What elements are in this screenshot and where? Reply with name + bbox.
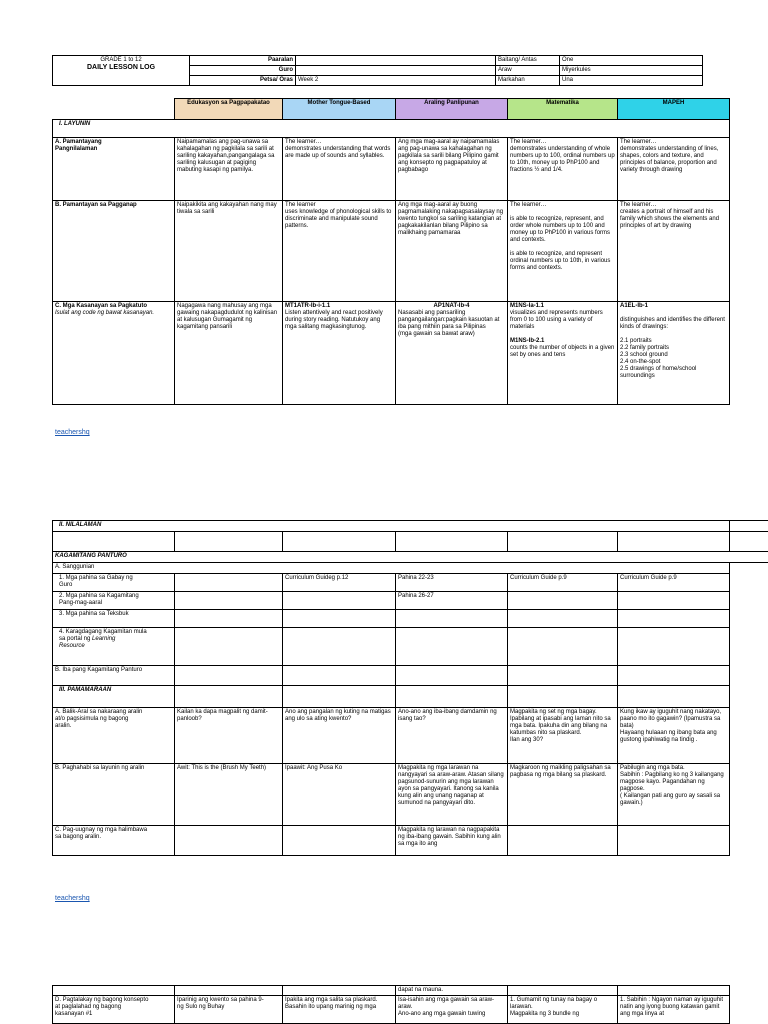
cell-pagtalakay-math: 1. Gumamit ng tunay na bagay o larawan. Magpakita ng 3 bundle ng xyxy=(508,996,618,1024)
cell-paghahabi-esp: Awit: This is the (Brush My Teeth) xyxy=(175,764,283,826)
cell-teksbuk-esp xyxy=(175,610,283,628)
cell-pagtalakay-mtb: Ipakita ang mga salita sa plaskard. Basahin ito upang marinig ng mga xyxy=(283,996,396,1024)
label-markahan: Markahan xyxy=(496,76,560,86)
row-label-pamantayan-sa-pagganap: B. Pamantayan sa Pagganap xyxy=(53,201,175,302)
cell-a-ap: Ang mga mag-aaral ay naipamamalas ang pag-unawa sa kahalagahan ng pagkilala sa sarili bilang Pilipino gamit ang konsepto ng pagpapatuloy at pagbabago xyxy=(396,138,508,201)
label-guro: Guro xyxy=(190,66,296,76)
cell-teksbuk-math xyxy=(508,610,618,628)
carry-over-text: dapat na mauna. xyxy=(396,986,508,996)
cell-teksbuk-ap xyxy=(396,610,508,628)
code-mapeh: A1EL-Ib-1 xyxy=(620,303,649,309)
code-math: M1NS-Ia-1.1 xyxy=(510,303,545,309)
cell-uugnay-esp xyxy=(175,826,283,856)
cell-paghahabi-math: Magkaroon ng maikling paligsahan sa pagbasa ng mga bilang sa plaskard. xyxy=(508,764,618,826)
cell-a-mapeh: The learner… demonstrates understanding of lines, shapes, colors and texture, and principles of balance, proportion and variety through drawing xyxy=(618,138,730,201)
cell-uugnay-ap: Magpakita ng larawan na nagpapakita ng iba-ibang gawain. Sabihin kung alin sa mga ito ang xyxy=(396,826,508,856)
cell-pmaaral-mapeh xyxy=(618,592,730,610)
cell-paghahabi-mtb: Ipaawit: Ang Pusa Ko xyxy=(283,764,396,826)
label-paaralan: Paaralan xyxy=(190,56,296,66)
row-label-portal: 4. Karagdagang Kagamitan mula sa portal ng xyxy=(59,629,147,642)
cell-b-mapeh: The learner… creates a portrait of himself and his family which shows the elements and principles of art by drawing xyxy=(618,201,730,302)
row-label-iba-pang-kagamitan: B. Iba pang Kagamitang Panturo xyxy=(53,666,175,686)
cell-gabay-mapeh: Curriculum Guide p.9 xyxy=(618,574,730,592)
cell-pmaaral-ap: Pahina 26-27 xyxy=(396,592,508,610)
cell-teksbuk-mtb xyxy=(283,610,396,628)
cell-b-esp: Naipakikita ang kakayahan nang may tiwala sa sarili xyxy=(175,201,283,302)
code-math-extra: M1NS-Ib-2.1 xyxy=(510,338,545,344)
cell-teksbuk-mapeh xyxy=(618,610,730,628)
cell-pagtalakay-esp: Iparinig ang kwento sa pahina 9- ng Sulo ng Buhay xyxy=(175,996,283,1024)
cell-b-ap: Ang mga mag-aaral ay buong pagmamalaking nakapagsasalaysay ng kwento tungkol sa sariling katangian at pagkakakilanlan bilang Pilipino sa malikhaing pamamaraa xyxy=(396,201,508,302)
cell-c-math: visualizes and represents numbers from 0 to 100 using a variety of materials xyxy=(510,310,603,330)
cell-pagtalakay-ap: Isa-isahin ang mga gawain sa araw-araw. Ano-ano ang mga gawain tuwing xyxy=(396,996,508,1024)
sanggunian: A. Sanggunian xyxy=(53,563,730,574)
header-table xyxy=(52,55,703,86)
subject-esp: Edukasyon sa Pagpapakatao xyxy=(175,99,283,120)
cell-b-mtb: The learner uses knowledge of phonological skills to discriminate and manipulate sound patterns. xyxy=(283,201,396,302)
value-baitang: One xyxy=(560,56,703,66)
cell-c-ap-wrap xyxy=(396,302,508,405)
cell-portal-ap xyxy=(396,628,508,666)
cell-portal-mtb xyxy=(283,628,396,666)
cell-portal-mapeh xyxy=(618,628,730,666)
nilalaman-title: II. NILALAMAN xyxy=(53,521,730,532)
label-baitang: Baitang/ Antas xyxy=(496,56,560,66)
cell-c-esp: Nagagawa nang mahusay ang mga gawaing nakapagdudulot ng kalinisan at kalusugan Gumagamit ng kagamitang pansarili xyxy=(175,302,283,405)
row-label-kasanayan-cell xyxy=(53,302,175,405)
cell-pmaaral-mtb xyxy=(283,592,396,610)
grade-range: GRADE 1 to 12 xyxy=(100,57,142,63)
cell-b-math: The learner… is able to recognize, represent, and order whole numbers up to 100 and money up to PhP100 in various forms and contexts. is able to recognize, and represent ordinal numbers up to 10th, in various forms and contexts. xyxy=(508,201,618,302)
row-label-kagamitang-pang-mag-aaral: 2. Mga pahina sa Kagamitang Pang-mag-aaral xyxy=(53,592,175,610)
code-ap: AP1NAT-Ib-4 xyxy=(433,303,470,309)
value-paaralan xyxy=(296,56,496,66)
cell-uugnay-mtb xyxy=(283,826,396,856)
cell-gabay-esp xyxy=(175,574,283,592)
cell-paghahabi-ap: Magpakita ng mga larawan na nangyayari sa araw-araw. Atasan silang pagsunod-sunurin ang mga larawan ayon sa pangyayari. Itanong sa kanila kung alin ang unang naganap at sumunod na pangyayari dito. xyxy=(396,764,508,826)
cell-gabay-ap: Pahina 22-23 xyxy=(396,574,508,592)
subject-ap: Araling Panlipunan xyxy=(396,99,508,120)
cell-iba-mtb xyxy=(283,666,396,686)
subject-math: Matematika xyxy=(508,99,618,120)
cell-iba-mapeh xyxy=(618,666,730,686)
row-label-paghahabi: B. Paghahabi sa layunin ng aralin xyxy=(53,764,175,826)
cell-balik-mapeh: Kung ikaw ay iguguhit nang nakatayo, paano mo ito gagawin? (Ipamustra sa bata) Hayaang hulaaan ng ibang bata ang gustong ipahiwatig na tindig . xyxy=(618,708,730,764)
cell-pmaaral-esp xyxy=(175,592,283,610)
cell-portal-math xyxy=(508,628,618,666)
cell-c-mtb-wrap xyxy=(283,302,396,405)
cell-portal-esp xyxy=(175,628,283,666)
cell-c-mtb: Listen attentively and react positively during story reading. Natutukoy ang mga salitang magkasingtunog. xyxy=(285,310,383,330)
layunin-title: I. LAYUNIN xyxy=(53,120,730,138)
row-label-portal-cell xyxy=(53,628,175,666)
pamamaraan-title: III. PAMAMARAAN xyxy=(53,686,175,708)
label-araw: Araw xyxy=(496,66,560,76)
pagtalakay-table xyxy=(52,985,730,1024)
cell-uugnay-mapeh xyxy=(618,826,730,856)
row-label-kasanayan: C. Mga Kasanayan sa Pagkatuto xyxy=(55,303,148,309)
row-label-pamantayang-pangnilalaman: A. Pamantayang Pangnilalaman xyxy=(53,138,175,201)
cell-c-math-wrap xyxy=(508,302,618,405)
cell-balik-mtb: Ano ang pangalan ng kuting na matigas ang ulo sa ating kwento? xyxy=(283,708,396,764)
header-title-cell xyxy=(53,56,190,86)
cell-balik-ap: Ano-ano ang iba-ibang damdamin ng isang tao? xyxy=(396,708,508,764)
row-label-pag-uugnay: C. Pag-uugnay ng mga halimbawa sa bagong aralin. xyxy=(53,826,175,856)
cell-c-mapeh: distinguishes and identifies the different kinds of drawings: 2.1 portraits 2.2 family portraits 2.3 school ground 2.4 on-the-spot 2.5 drawings of home/school surroundings xyxy=(620,317,725,379)
cell-gabay-mtb: Curriculum Guideg p.12 xyxy=(283,574,396,592)
code-mtb: MT1ATR-Ib-i-1.1 xyxy=(285,303,331,309)
label-petsa: Petsa/ Oras xyxy=(190,76,296,86)
value-petsa: Week 2 xyxy=(296,76,496,86)
row-sublabel-kasanayan: Isulat ang code ng bawat kasanayan. xyxy=(55,310,155,316)
cell-uugnay-math xyxy=(508,826,618,856)
value-markahan: Una xyxy=(560,76,703,86)
subject-mapeh: MAPEH xyxy=(618,99,730,120)
cell-paghahabi-mapeh: Pabilugin ang mga bata. Sabihin : Pagbilang ko ng 3 kailangang magpose kayo. Pagandahan ng pagpose. ( Kailangan pati ang guro ay sasali sa gawain.) xyxy=(618,764,730,826)
kagamitang-panturo: KAGAMITANG PANTURO xyxy=(53,552,768,563)
cell-pagtalakay-mapeh: 1. Sabihin : Ngayon naman ay iguguhit natin ang iyong buong katawan gamit ang mga linya at xyxy=(618,996,730,1024)
cell-gabay-math: Curriculum Guide p.9 xyxy=(508,574,618,592)
cell-a-mtb: The learner… demonstrates understanding that words are made up of sounds and syllables. xyxy=(283,138,396,201)
nilalaman-table xyxy=(52,520,768,856)
value-guro xyxy=(296,66,496,76)
row-label-teksbuk: 3. Mga pahina sa Teksbuk xyxy=(53,610,175,628)
cell-pmaaral-math xyxy=(508,592,618,610)
page-title: DAILY LESSON LOG xyxy=(86,64,156,71)
cell-c-mapeh-wrap xyxy=(618,302,730,405)
cell-balik-esp: Kailan ka dapa magpalit ng damit-panloob? xyxy=(175,708,283,764)
layunin-table xyxy=(52,98,730,405)
row-label-pagtalakay: D. Pagtalakay ng bagong konsepto at paglalahad ng bagong kasanayan #1 xyxy=(53,996,175,1024)
cell-a-math: The learner… demonstrates understanding of whole numbers up to 100, ordinal numbers up to 10th, money up to PhP100 and fractions ½ and 1/4. xyxy=(508,138,618,201)
row-label-portal-italic: Learning Resource xyxy=(59,636,116,649)
row-label-balik-aral: A. Balik-Aral sa nakaraang aralin at/o pagsisimula ng bagong aralin. xyxy=(53,708,175,764)
row-label-gabay-guro: 1. Mga pahina sa Gabay ng Guro xyxy=(53,574,175,592)
cell-c-ap: Nasasabi ang pansariling pangangailangan:pagkain kasuotan at iba pang mithiin para sa Pilipinas (mga gawain sa bawat araw) xyxy=(398,310,500,337)
cell-iba-esp xyxy=(175,666,283,686)
teachershq-link-1[interactable]: teachershq xyxy=(55,429,90,436)
cell-iba-math xyxy=(508,666,618,686)
teachershq-link-2[interactable]: teachershq xyxy=(55,895,90,902)
cell-c-math-extra: counts the number of objects in a given set by ones and tens xyxy=(510,345,615,358)
value-araw: Miyerkules xyxy=(560,66,703,76)
cell-balik-math: Magpakita ng set ng mga bagay. Ipabilang at ipasabi ang laman nito sa mga bata. Ipakuha din ang bilang na katumbas nito sa plaskard. Ilan ang 30? xyxy=(508,708,618,764)
cell-a-esp: Naipamamalas ang pag-unawa sa kahalagahan ng pagkilala sa sarili at sariling kakayahan,pangangalaga sa sariling kalusugan at pagiging mabuting kasapi ng pamilya. xyxy=(175,138,283,201)
cell-iba-ap xyxy=(396,666,508,686)
subject-mtb: Mother Tongue-Based xyxy=(283,99,396,120)
